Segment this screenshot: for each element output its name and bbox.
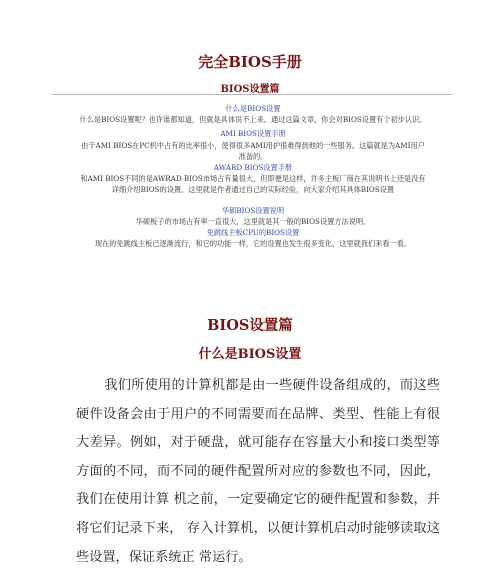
toc-desc: 和AMI BIOS不同的是AWRAD BIOS市场占有量很大，但即便是这样，许多主板厂商在其说明书上还是没有详细介绍BIOS的设置，这里就是作者通过自己的实际经验，向大家介绍其具体BIOS设置	[80, 174, 426, 195]
toc-desc: 华硕板子的市场占有率一直很大，这里就是其一般的BIOS设置方法说明。	[135, 216, 371, 226]
subchapter-heading: 什么是BIOS设置	[198, 347, 302, 362]
toc-desc: 什么是BIOS设置呢？也许谁都知道，但就是具体说不上来。通过这篇文章，你会对BIOS设置有个初步认识。	[79, 115, 427, 125]
toc-link-what-is-bios[interactable]: 什么是BIOS设置	[225, 104, 281, 113]
toc-link-ami-bios[interactable]: AMI BIOS设置手册	[220, 129, 286, 139]
section-heading: BIOS设置篇	[220, 84, 280, 95]
toc-desc: 现在的免跳线主板已逐渐流行，和它的功能一样，它的设置也发生很多变化，这里就我们来看一看。	[94, 239, 412, 249]
body-paragraph	[76, 372, 440, 572]
toc-link-asus-bios[interactable]: 华硕BIOS设置说明	[221, 205, 285, 215]
spacer	[78, 196, 428, 205]
divider	[52, 94, 452, 95]
toc-desc: 由于AMI BIOS在PC机中占有的比率很小，使得很多AMI用护很难得到他的一些服务。这篇就是为AMI用户准备的。	[81, 140, 425, 161]
toc-link-jumperless-cpu[interactable]: 免跳线主板CPU的BIOS设置	[206, 228, 300, 238]
body-paragraph-text: 我们所使用的计算机都是由一些硬件设备组成的，而这些硬件设备会由于用户的不同需要而在品牌、类型、性能上有很大差异。例如，对于硬盘，就可能存在容量大小和接口类型等方面的不同，而不同的硬件配置所对应的参数也不同，因此，我们在使用计算 机之前，一定要确定它的硬件配置和参数，并将它们记录下来， 存入计算机，以便计算机启动时能够读取这些设置，保证系统正 常运行。	[76, 378, 440, 565]
chapter-heading: BIOS设置篇	[207, 317, 293, 334]
page-title: 完全BIOS手册	[198, 53, 302, 71]
table-of-contents	[78, 103, 428, 249]
toc-link-award-bios[interactable]: AWARD BIOS设置手册	[213, 163, 293, 173]
